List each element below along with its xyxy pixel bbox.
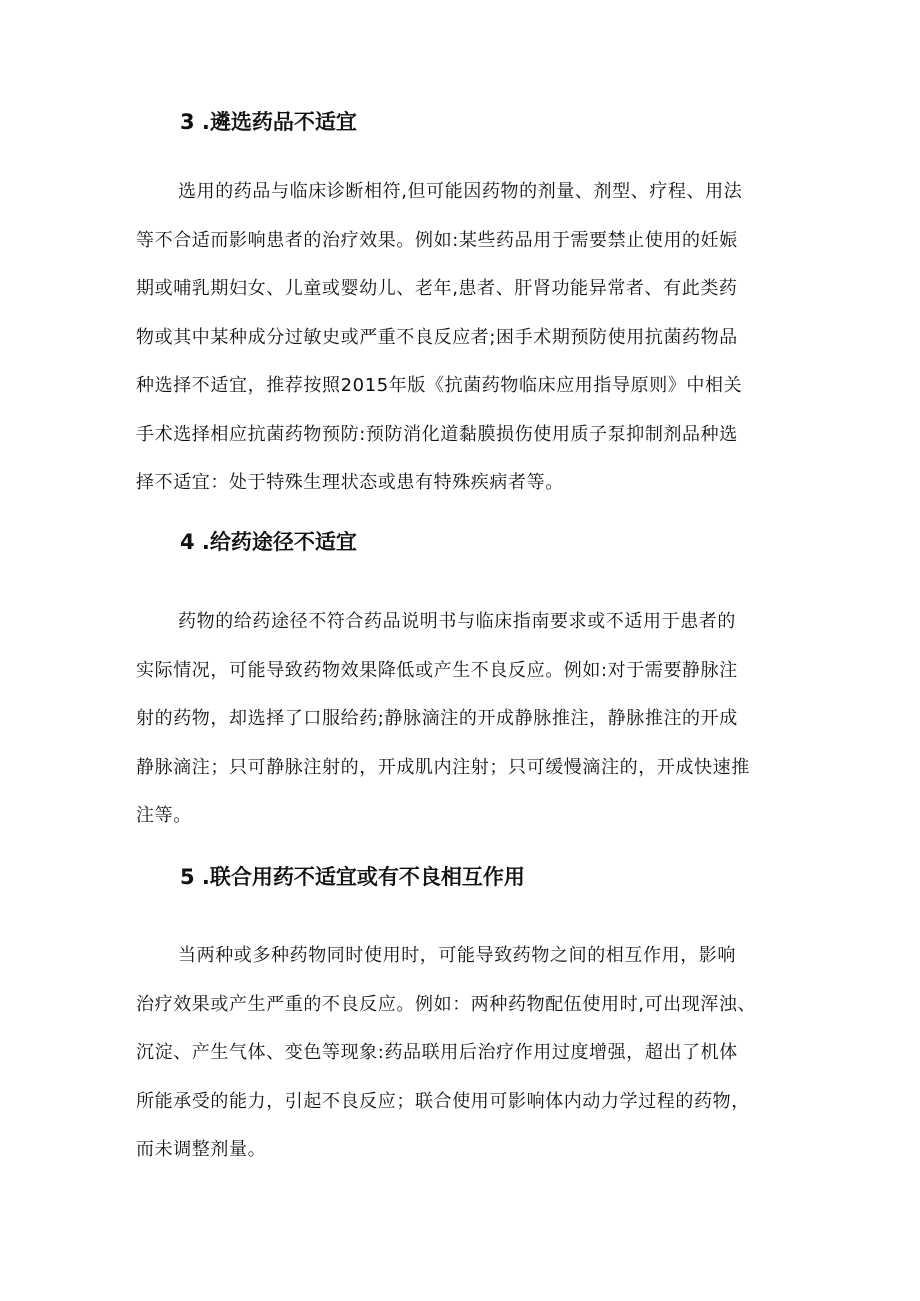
paragraph-line: 选用的药品与临床诊断相符,但可能因药物的剂量、剂型、疗程、用法 <box>178 181 743 202</box>
paragraph-line: 所能承受的能力，引起不良反应；联合使用可影响体内动力学过程的药物， <box>136 1090 750 1112</box>
section-heading-4: 4 .给药途径不适宜 <box>180 530 357 554</box>
paragraph-line: 射的药物，却选择了口服给药;静脉滴注的开成静脉推注，静脉推注的开成 <box>136 708 738 729</box>
paragraph-line: 静脉滴注；只可静脉注射的，开成肌内注射；只可缓慢滴注的，开成快速推 <box>136 756 750 778</box>
paragraph-line: 治疗效果或产生严重的不良反应。例如：两种药物配伍使用时,可出现浑浊、 <box>136 993 757 1015</box>
paragraph-line: 手术选择相应抗菌药物预防:预防消化道黏膜损伤使用质子泵抑制剂品种选 <box>136 423 738 445</box>
paragraph-line: 择不适宜：处于特殊生理状态或患有特殊疾病者等。 <box>136 472 564 493</box>
paragraph-line: 沉淀、产生气体、变色等现象:药品联用后治疗作用过度增强，超出了机体 <box>136 1042 738 1063</box>
section-paragraph-3 <box>136 168 796 508</box>
paragraph-line: 当两种或多种药物同时使用时，可能导致药物之间的相互作用，影响 <box>178 945 736 966</box>
paragraph-line: 实际情况，可能导致药物效果降低或产生不良反应。例如:对于需要静脉注 <box>136 659 738 681</box>
section-heading-3: 3 .遴选药品不适宜 <box>180 110 357 134</box>
paragraph-line: 种选择不适宜，推荐按照2015年版《抗菌药物临床应用指导原则》中相关 <box>136 375 743 396</box>
paragraph-line: 注等。 <box>136 805 192 826</box>
section-paragraph-4 <box>136 598 796 841</box>
paragraph-line: 而未调整剂量。 <box>136 1139 267 1160</box>
section-heading-5: 5 .联合用药不适宜或有不良相互作用 <box>180 865 525 889</box>
paragraph-line: 药物的给药途径不符合药品说明书与临床指南要求或不适用于患者的 <box>178 611 736 632</box>
paragraph-line: 物或其中某种成分过敏史或严重不良反应者;困手术期预防使用抗菌药物品 <box>136 326 738 348</box>
section-paragraph-5 <box>136 932 796 1175</box>
paragraph-line: 等不合适而影响患者的治疗效果。例如:某些药品用于需要禁止使用的妊娠 <box>136 229 738 251</box>
paragraph-line: 期或哺乳期妇女、儿童或婴幼儿、老年,患者、肝肾功能异常者、有此类药 <box>136 278 738 299</box>
